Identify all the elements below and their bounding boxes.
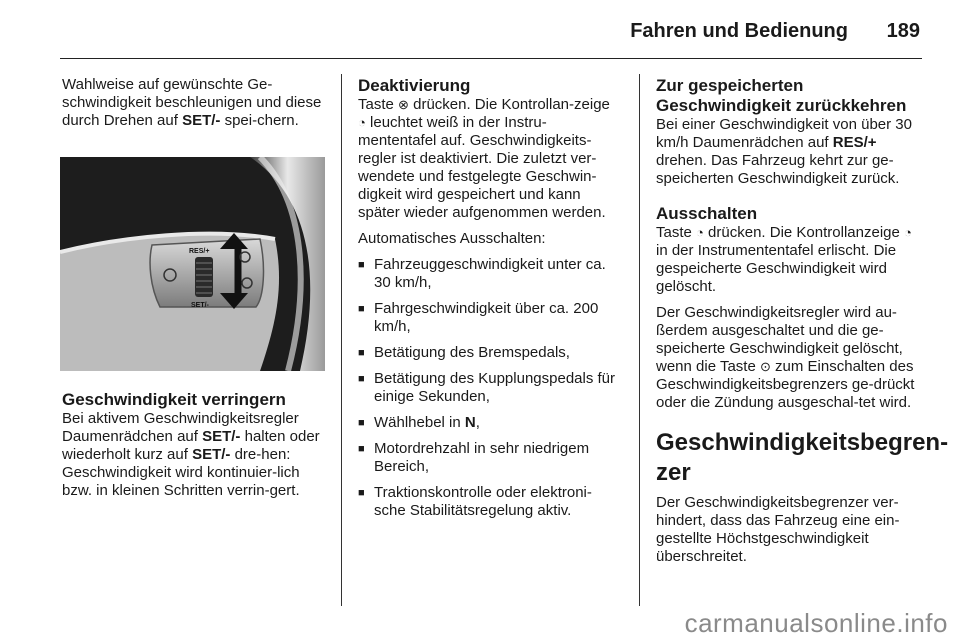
speed-limiter-icon: ⊙ xyxy=(759,359,771,374)
list-item: ■ Betätigung des Kupplungspedals für einige Sekunden, xyxy=(358,370,620,406)
steering-wheel-illustration xyxy=(60,157,325,371)
page-number: 189 xyxy=(886,20,920,42)
cruise-control-icon: ◔ xyxy=(904,225,912,240)
list-item: ■ Betätigung des Bremspedals, xyxy=(358,344,620,362)
section-title-limiter: Geschwindigkeitsbegren-zer xyxy=(656,429,949,486)
off-paragraph-2: Der Geschwindigkeitsregler wird au-ßerdem ausgeschaltet und die ge-speicherte Geschwindigkeit gelöscht, wenn die Taste ⊙ zum Einschalten des Geschwindigkeitsbegrenzers ge-drückt oder die Zündung ausgeschal-tet wird. xyxy=(656,304,915,411)
res-label: RES/+ xyxy=(189,248,210,255)
header-title: Fahren und Bedienung xyxy=(630,20,848,42)
section-title-resume: Zur gespeicherten Geschwindigkeit zurückkehren xyxy=(656,76,907,115)
deactivation-paragraph: Taste ⊗ drücken. Die Kontrollan-zeige ◔ leuchtet weiß in der Instru-mententafel auf. Geschwindigkeits-regler ist deaktiviert. Die zuletzt ver-wendete und festgelegte Geschwin-digkeit wird gespeichert und kann später wieder aufgenommen werden. xyxy=(358,96,610,221)
column-1 xyxy=(62,76,324,138)
auto-off-intro: Automatisches Ausschalten: xyxy=(358,230,546,247)
column-divider xyxy=(639,74,640,606)
column-3 xyxy=(656,76,949,574)
section-title-decrease: Geschwindigkeit verringern xyxy=(62,390,286,409)
set-label: SET/- xyxy=(191,302,209,309)
intro-paragraph: Wahlweise auf gewünschte Ge-schwindigkeit beschleunigen und diese durch Drehen auf SET/- spei-chern. xyxy=(62,76,322,129)
page-header xyxy=(60,18,922,59)
list-item: ■ Wählhebel in N, xyxy=(358,414,620,432)
watermark: carmanualsonline.info xyxy=(684,608,948,638)
list-item: ■ Motordrehzahl in sehr niedrigem Bereich, xyxy=(358,440,620,476)
section-title-off: Ausschalten xyxy=(656,204,758,223)
limiter-paragraph: Der Geschwindigkeitsbegrenzer ver-hindert, dass das Fahrzeug eine ein-gestellte Höchstgeschwindigkeit überschreitet. xyxy=(656,494,900,565)
decrease-paragraph: Bei aktivem Geschwindigkeitsregler Daumenrädchen auf SET/- halten oder wiederholt kurz auf SET/- dre-hen: Geschwindigkeit wird kontinuier-lich bzw. in kleinen Schritten verrin-gert. xyxy=(62,410,320,499)
off-paragraph: Taste ◔ drücken. Die Kontrollanzeige ◔ in der Instrumententafel erlischt. Die gespeicherte Geschwindigkeit wird gelöscht. xyxy=(656,224,912,295)
column-1-lower xyxy=(62,390,324,508)
cruise-off-icon: ⊗ xyxy=(398,97,409,112)
auto-off-list xyxy=(358,256,620,520)
list-item: ■ Fahrgeschwindigkeit über ca. 200 km/h, xyxy=(358,300,620,336)
list-item: ■ Traktionskontrolle oder elektroni-sche Stabilitätsregelung aktiv. xyxy=(358,484,620,520)
section-title-deactivation: Deaktivierung xyxy=(358,76,471,95)
list-item: ■ Fahrzeuggeschwindigkeit unter ca. 30 km/h, xyxy=(358,256,620,292)
column-2 xyxy=(358,76,620,528)
cruise-control-icon: ◔ xyxy=(358,115,366,130)
resume-paragraph: Bei einer Geschwindigkeit von über 30 km/h Daumenrädchen auf RES/+ drehen. Das Fahrzeug kehrt zur ge-speicherten Geschwindigkeit zurück. xyxy=(656,116,912,187)
cruise-control-icon: ◔ xyxy=(696,225,704,240)
column-divider xyxy=(341,74,342,606)
